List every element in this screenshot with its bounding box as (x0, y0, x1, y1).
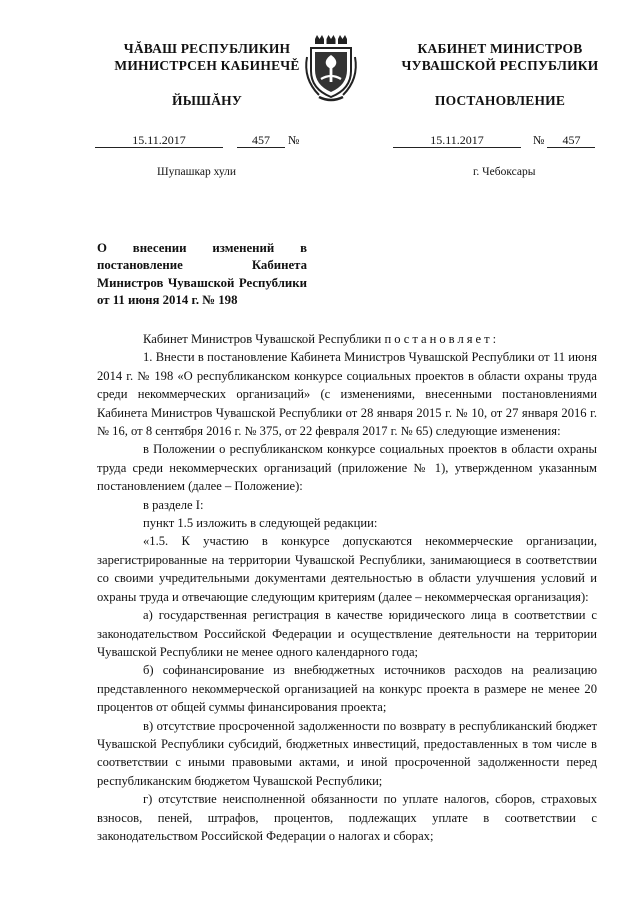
number-sign-left: № (288, 133, 300, 147)
header-right-title: ПОСТАНОВЛЕНИЕ (434, 93, 566, 108)
header-russian (380, 40, 620, 109)
paragraph: в разделе I: (143, 497, 204, 512)
header-chuvash (97, 40, 317, 109)
paragraph: 1. Внести в постановление Кабинета Министров Чувашской Республики от 11 июня 2014 г. № 198 «О республиканском конкурсе социальных проектов в области охраны труда среди некоммерческих организаций» (с изменениями, внесенными постановлениями Кабинета Министров Чувашской Республики от 28 января 2015 г. № 10, от 27 января 2016 г. № 16, от 8 сентября 2016 г. № 375, от 22 февраля 2017 г. № 65) следующие изменения: (97, 350, 597, 439)
place-russian: г. Чебоксары (473, 166, 536, 178)
document-number-right (393, 133, 595, 147)
document-subject: О внесении изменений в постановление Кабинета Министров Чувашской Республики от 11 июня 2014 г. № 198 (97, 241, 307, 308)
paragraph: а) государственная регистрация в качестве юридического лица в соответствии с законодательством Российской Федерации и осуществление деятельности на территории Чувашской Республики не менее одного календарного года; (97, 608, 597, 659)
intro-prefix: Кабинет Министров Чувашской Республики (143, 332, 382, 346)
header-right-line2: ЧУВАШСКОЙ РЕСПУБЛИКИ (401, 58, 599, 73)
paragraph: г) отсутствие неисполненной обязанности по уплате налогов, сборов, страховых взносов, пеней, штрафов, процентов, подлежащих уплате в соответствии с законодательством Российской Федерации о налогах и сборах; (97, 792, 597, 843)
number-right: 457 (547, 133, 595, 148)
document-number-left (95, 133, 299, 147)
document-body (97, 330, 597, 845)
paragraph: в) отсутствие просроченной задолженности по возврату в республиканский бюджет Чувашской Республики субсидий, бюджетных инвестиций, предоставленных в том числе в соответствии с иными правовыми актами, и иной просроченной задолженности перед республиканским бюджетом Чувашской Республики; (97, 718, 597, 788)
paragraph: б) софинансирование из внебюджетных источников расходов на реализацию представленного некоммерческой организацией на конкурс проекта в размере не менее 20 процентов от общей суммы финансирования проекта; (97, 663, 597, 715)
header-left-line2: МИНИСТРСЕН КАБИНЕЧĚ (114, 58, 300, 73)
paragraph: в Положении о республиканском конкурсе социальных проектов в области охраны труда среди некоммерческих организаций (приложение № 1), утвержденном указанным постановлением (далее – Положение): (97, 442, 597, 494)
date-right: 15.11.2017 (393, 133, 521, 148)
date-left: 15.11.2017 (95, 133, 223, 148)
number-left: 457 (237, 133, 285, 148)
place-chuvash: Шупашкар хули (157, 166, 237, 178)
header-left-line1: ЧĂВАШ РЕСПУБЛИКИН (123, 41, 291, 56)
header-left-title: ЙЫШĂНУ (172, 93, 242, 108)
header-right-line1: КАБИНЕТ МИНИСТРОВ (417, 41, 583, 56)
paragraph: пункт 1.5 изложить в следующей редакции: (143, 516, 378, 531)
intro-paragraph (97, 330, 597, 348)
number-sign-right: № (533, 133, 545, 147)
chuvash-coat-of-arms-icon (301, 35, 361, 105)
paragraph: «1.5. К участию в конкурсе допускаются некоммерческие организации, зарегистрированные на территории Чувашской Республики, занимающиеся в соответствии со своими учредительными документами деятельностью в области улучшения условий и охраны труда и отвечающие следующим критериям (далее – некоммерческая организация): (97, 534, 597, 604)
intro-spaced-verb: постановляет: (384, 332, 500, 346)
